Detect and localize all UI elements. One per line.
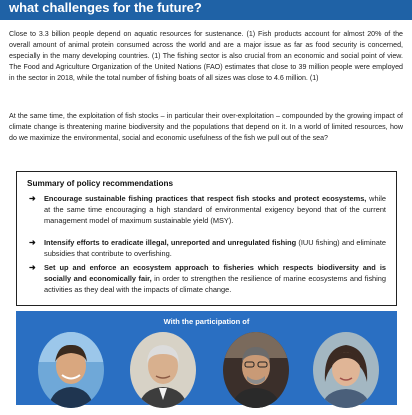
recommendation-1-bold: Encourage sustainable fishing practices that respect fish stocks and protect ecosystems,: [44, 194, 367, 203]
portrait-icon: [38, 332, 104, 408]
arrow-bullet-icon: ➜: [29, 194, 36, 203]
recommendation-3-bold: Set up and enforce an ecosystem approach to fisheries which respects biodiversity and is socially and economically fair,: [44, 263, 386, 283]
recommendation-1-text: while at the same time encouraging a high standard of environmental exigency beyond that of the current management model of maximum sustainable yield (MSY).: [44, 194, 386, 225]
portrait-icon: [130, 332, 196, 408]
person-photo-3: [223, 332, 289, 408]
portrait-icon: [223, 332, 289, 408]
arrow-bullet-icon: ➜: [29, 238, 36, 247]
person-photo-1: [38, 332, 104, 408]
person-name-4: Rebecca Hubbard: [322, 408, 370, 414]
arrow-bullet-icon: ➜: [29, 263, 36, 272]
participation-panel: [16, 311, 397, 414]
participation-title: With the participation of: [163, 317, 250, 326]
recommendation-2-bold: Intensify efforts to eradicate illegal, unreported and unregulated fishing: [44, 238, 297, 247]
summary-title: Summary of policy recommendations: [27, 179, 174, 188]
page-title: what challenges for the future?: [0, 0, 412, 20]
recommendation-3-text: in order to strengthen the resilience of marine ecosystems and fishing activities as they deal with the impacts of climate change.: [44, 273, 387, 294]
policy-summary-box: [16, 171, 397, 306]
recommendation-1: [29, 194, 386, 226]
person-name-1: Joachim Claudet, Research...: [32, 408, 110, 414]
recommendation-2-text: (IUU fishing) and eliminate subsidies that contribute to overfishing.: [44, 238, 386, 258]
person-photo-4: [313, 332, 379, 408]
person-name-3: Didier Gascuel: [236, 408, 276, 414]
portrait-icon: [313, 332, 379, 408]
person-name-2: Philippe Cury: [145, 408, 181, 414]
recommendation-3: [29, 263, 387, 295]
person-photo-2: [130, 332, 196, 408]
intro-paragraph-2: At the same time, the exploitation of fish stocks – in particular their over-exploitation – compounded by the growing impact of climate change is threatening marine biodiversity and the populations that depend on it. In a world of limited resources, how do we maximize the environmental, social and economic usefulness of the fish we pull out of the sea?: [9, 112, 403, 142]
intro-paragraph-1: Close to 3.3 billion people depend on aquatic resources for sustenance. (1) Fish products account for almost 20% of the overall amount of animal protein consumed across the world and are a major issue as far as food security is concerned, especially in the many developing countries. (1) The fishing sector is also crucial from an economic and social point of view. The Food and Agriculture Organization of the United Nations (FAO) estimates that close to 39 million people were employed in the sector in 2018, while the total number of fishing boats of all sizes was close to 4.6 million. (1): [9, 30, 403, 82]
recommendation-2: [29, 238, 386, 260]
